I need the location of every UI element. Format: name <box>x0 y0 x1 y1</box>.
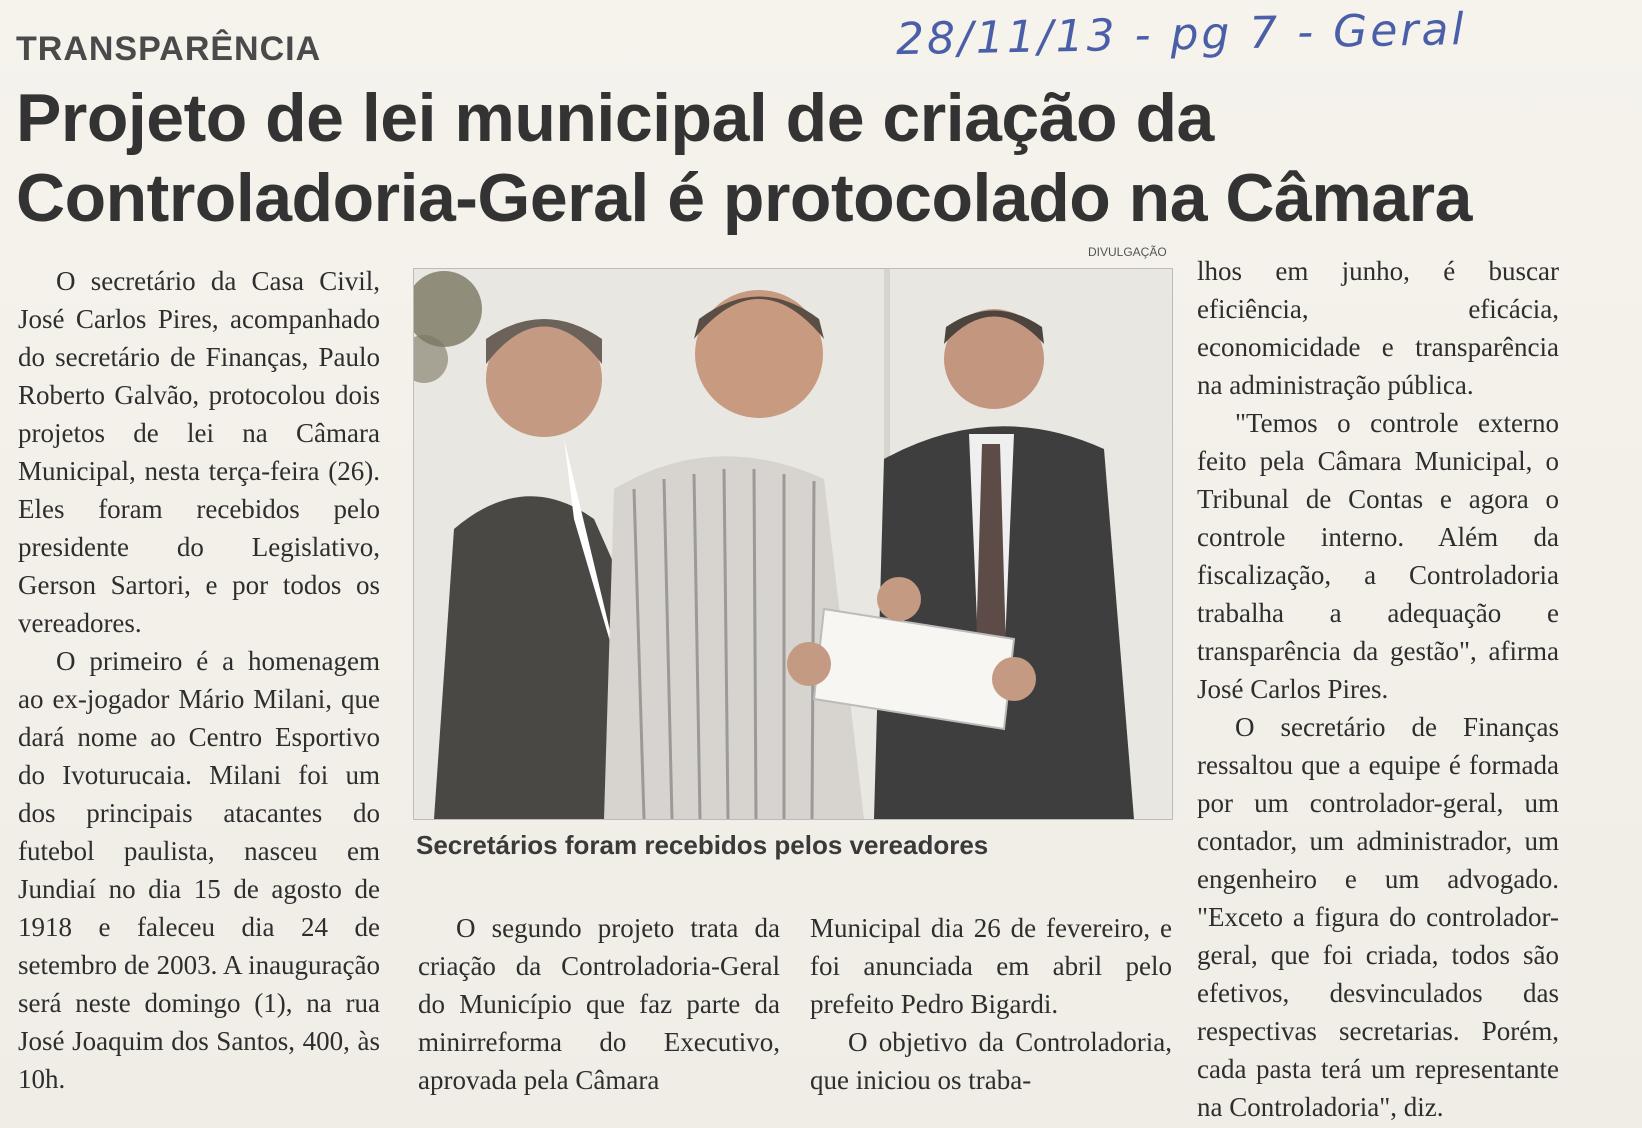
news-photo <box>413 268 1173 820</box>
paragraph: O primeiro é a homenagem ao ex-jogador Mário Milani, que dará nome ao Centro Esportivo do Ivoturucaia. Milani foi um dos principais atacantes do futebol paulista, nasceu em Jundiaí no dia 15 de agosto de 1918 e faleceu dia 24 de setembro de 2003. A inauguração será neste domingo (1), na rua José Joaquim dos Santos, 400, às 10h. <box>18 646 380 1094</box>
photo-caption: Secretários foram recebidos pelos vereadores <box>416 830 989 860</box>
article-column-4 <box>1197 252 1559 1126</box>
paragraph: O secretário de Finanças ressaltou que a equipe é formada por um controlador-geral, um contador, um administrador, um engenheiro e um advogado. "Exceto a figura do controlador-geral, que foi criada, todos são efetivos, desvinculados das respectivas secretarias. Porém, cada pasta terá um representante na Controladoria", diz. <box>1197 712 1559 1122</box>
handwritten-date-note: 28/11/13 - pg 7 - Geral <box>895 4 1468 66</box>
paragraph: lhos em junho, é buscar eficiência, eficácia, economicidade e transparência na administração pública. <box>1197 256 1559 400</box>
paragraph: Municipal dia 26 de fevereiro, e foi anunciada em abril pelo prefeito Pedro Bigardi. <box>810 913 1172 1019</box>
article-column-2 <box>418 909 780 1099</box>
article-column-3 <box>810 909 1172 1099</box>
paragraph: O secretário da Casa Civil, José Carlos Pires, acompanhado do secretário de Finanças, Paulo Roberto Galvão, protocolou dois projetos de lei na Câmara Municipal, nesta terça-feira (26). Eles foram recebidos pelo presidente do Legislativo, Gerson Sartori, e por todos os vereadores. <box>18 266 380 638</box>
article-column-1 <box>18 262 380 1098</box>
headline <box>16 78 1516 238</box>
photo-illustration <box>414 269 1172 819</box>
headline-line-1: Projeto de lei municipal de criação da <box>16 80 1214 156</box>
section-kicker: TRANSPARÊNCIA <box>16 30 322 68</box>
headline-line-2: Controladoria-Geral é protocolado na Câmara <box>16 160 1472 236</box>
photo-credit: DIVULGAÇÃO <box>1088 245 1167 259</box>
paragraph: O segundo projeto trata da criação da Controladoria-Geral do Município que faz parte da minirreforma do Executivo, aprovada pela Câmara <box>418 913 780 1095</box>
paragraph: "Temos o controle externo feito pela Câmara Municipal, o Tribunal de Contas e agora o controle interno. Além da fiscalização, a Controladoria trabalha a adequação e transparência da gestão", afirma José Carlos Pires. <box>1197 408 1559 704</box>
paragraph: O objetivo da Controladoria, que iniciou os traba- <box>810 1027 1172 1095</box>
